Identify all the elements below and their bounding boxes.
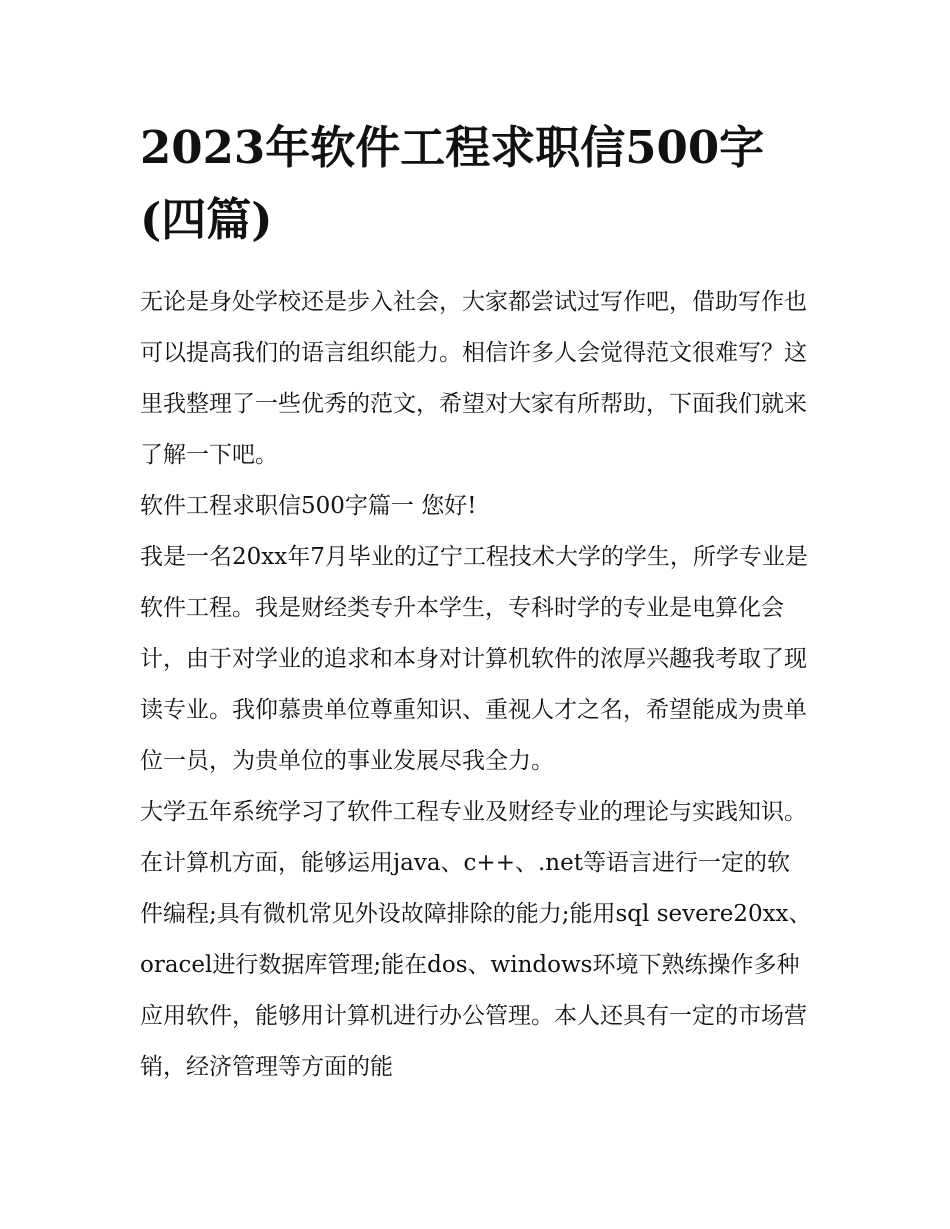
- letter-paragraph-1: 我是一名20xx年7月毕业的辽宁工程技术大学的学生，所学专业是软件工程。我是财经类专升本学生，专科时学的专业是电算化会计，由于对学业的追求和本身对计算机软件的浓厚兴趣我考取了现读专业。我仰慕贵单位尊重知识、重视人才之名，希望能成为贵单位一员，为贵单位的事业发展尽我全力。: [140, 544, 808, 774]
- intro-paragraph: 无论是身处学校还是步入社会，大家都尝试过写作吧，借助写作也可以提高我们的语言组织能力。相信许多人会觉得范文很难写？这里我整理了一些优秀的范文，希望对大家有所帮助，下面我们就来了解一下吧。: [140, 289, 807, 468]
- document-title: 2023年软件工程求职信500字(四篇): [140, 121, 765, 246]
- document-page: [140, 112, 812, 1093]
- section-heading-paragraph: 软件工程求职信500字篇一 您好!: [140, 493, 477, 519]
- letter-paragraph-2: 大学五年系统学习了软件工程专业及财经专业的理论与实践知识。在计算机方面，能够运用java、c++、.net等语言进行一定的软件编程;具有微机常见外设故障排除的能力;能用sql severe20xx、oracel进行数据库管理;能在dos、windows环境下熟练操作多种应用软件，能够用计算机进行办公管理。本人还具有一定的市场营销，经济管理等方面的能: [140, 799, 812, 1080]
- document-body: [140, 277, 812, 1093]
